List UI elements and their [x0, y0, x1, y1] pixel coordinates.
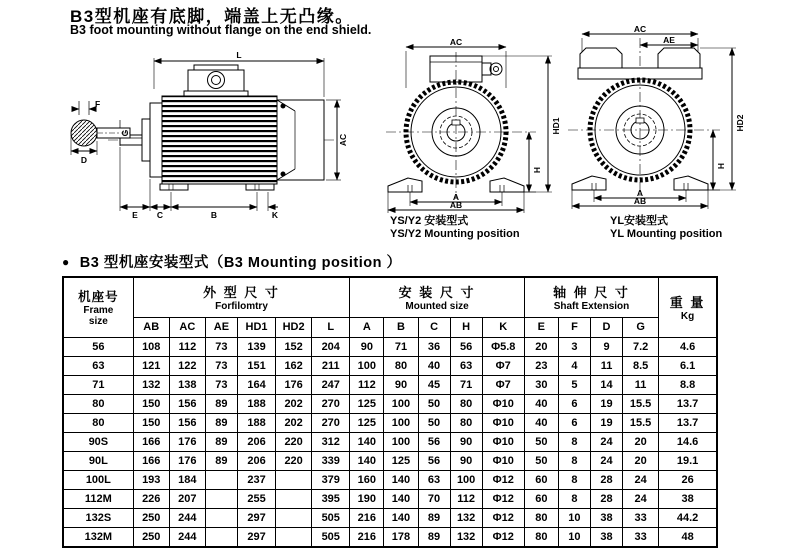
value-cell: 89 [418, 527, 450, 547]
value-cell: 30 [524, 375, 558, 394]
value-cell: 8 [558, 432, 590, 451]
value-cell: 63 [418, 470, 450, 489]
value-cell: 40 [524, 413, 558, 432]
frame-size-cell: 71 [63, 375, 133, 394]
col-header-H: H [450, 317, 482, 337]
value-cell: Φ5.8 [482, 337, 524, 356]
value-cell: 60 [524, 470, 558, 489]
value-cell: 9 [590, 337, 622, 356]
col-header-AE: AE [205, 317, 237, 337]
fan-cover [277, 100, 324, 180]
frame-size-header-en2: size [88, 316, 108, 328]
value-cell: 56 [418, 451, 450, 470]
value-cell: 23 [524, 356, 558, 375]
frame-size-cell: 112M [63, 489, 133, 508]
dim-label-C: C [156, 210, 164, 220]
value-cell: 220 [276, 451, 312, 470]
value-cell: 250 [133, 508, 169, 527]
col-header-L: L [312, 317, 350, 337]
mounted-size-header-en: Mounted size [405, 301, 469, 313]
value-cell: 56 [418, 432, 450, 451]
yl-front-view-diagram [560, 24, 750, 210]
value-cell: 156 [169, 394, 205, 413]
value-cell: Φ12 [482, 489, 524, 508]
value-cell: 5 [558, 375, 590, 394]
frame-size-header-zh: 机座号 [78, 290, 119, 305]
dim-label-HD2: HD2 [735, 114, 745, 132]
value-cell: 19 [590, 413, 622, 432]
value-cell: 8 [558, 489, 590, 508]
value-cell: 36 [418, 337, 450, 356]
dim-label-F: F [95, 99, 101, 109]
value-cell: 140 [384, 508, 418, 527]
value-cell: 45 [418, 375, 450, 394]
col-header-E: E [524, 317, 558, 337]
value-cell [276, 508, 312, 527]
frame-size-cell: 100L [63, 470, 133, 489]
value-cell: 188 [237, 394, 275, 413]
value-cell [276, 527, 312, 547]
value-cell: 152 [276, 337, 312, 356]
value-cell: 24 [590, 432, 622, 451]
value-cell: 80 [450, 394, 482, 413]
frame-size-cell: 63 [63, 356, 133, 375]
value-cell: 164 [237, 375, 275, 394]
ys-caption [390, 215, 520, 240]
value-cell: 26 [659, 470, 717, 489]
value-cell: 15.5 [623, 394, 659, 413]
shaft-section-detail [71, 101, 130, 155]
table-row [63, 394, 717, 413]
value-cell: 80 [524, 508, 558, 527]
value-cell: 20 [524, 337, 558, 356]
value-cell [205, 489, 237, 508]
value-cell: 11 [590, 356, 622, 375]
value-cell: 89 [418, 508, 450, 527]
value-cell: 50 [418, 413, 450, 432]
value-cell: 244 [169, 508, 205, 527]
value-cell: 24 [590, 451, 622, 470]
value-cell: 11 [623, 375, 659, 394]
value-cell: 190 [350, 489, 384, 508]
value-cell: 176 [169, 432, 205, 451]
value-cell: 125 [384, 451, 418, 470]
value-cell: 112 [169, 337, 205, 356]
col-header-F: F [558, 317, 590, 337]
yl-front-lines [568, 34, 736, 209]
dim-label-AB: AB [449, 200, 463, 210]
dim-label-A: A [636, 188, 644, 198]
value-cell: 71 [450, 375, 482, 394]
value-cell: 220 [276, 432, 312, 451]
value-cell: 89 [205, 432, 237, 451]
col-header-B: B [384, 317, 418, 337]
value-cell: 3 [558, 337, 590, 356]
table-row [63, 451, 717, 470]
dim-label-HD1: HD1 [551, 117, 561, 135]
dim-label-AC: AC [449, 37, 463, 47]
mounted-size-group-header [350, 277, 524, 317]
value-cell: 19.1 [659, 451, 717, 470]
value-cell: 395 [312, 489, 350, 508]
dim-label-K: K [271, 210, 279, 220]
value-cell: 140 [350, 432, 384, 451]
value-cell: 108 [133, 337, 169, 356]
value-cell: 10 [558, 527, 590, 547]
value-cell: 125 [350, 413, 384, 432]
table-row [63, 489, 717, 508]
value-cell: 90 [384, 375, 418, 394]
value-cell: 73 [205, 375, 237, 394]
frame-size-header-en1: Frame [83, 305, 114, 317]
value-cell: Φ10 [482, 451, 524, 470]
value-cell: 162 [276, 356, 312, 375]
value-cell: 80 [524, 527, 558, 547]
value-cell [205, 527, 237, 547]
value-cell: 38 [659, 489, 717, 508]
dim-label-AB: AB [633, 196, 647, 206]
value-cell: 90 [450, 432, 482, 451]
col-header-C: C [418, 317, 450, 337]
dim-label-E: E [132, 210, 138, 220]
value-cell: 60 [524, 489, 558, 508]
dimension-table [62, 276, 718, 548]
col-header-D: D [590, 317, 622, 337]
frame-size-cell: 90S [63, 432, 133, 451]
value-cell: 56 [450, 337, 482, 356]
value-cell [276, 470, 312, 489]
value-cell: 38 [590, 508, 622, 527]
value-cell: 6 [558, 394, 590, 413]
value-cell: 206 [237, 451, 275, 470]
value-cell: 50 [524, 451, 558, 470]
value-cell: 8 [558, 451, 590, 470]
value-cell: 244 [169, 527, 205, 547]
value-cell: Φ7 [482, 375, 524, 394]
value-cell: 44.2 [659, 508, 717, 527]
value-cell: 122 [169, 356, 205, 375]
value-cell: 28 [590, 470, 622, 489]
value-cell: 89 [205, 451, 237, 470]
dim-label-H: H [532, 166, 542, 174]
value-cell: 207 [169, 489, 205, 508]
value-cell: 132 [450, 527, 482, 547]
value-cell: 178 [384, 527, 418, 547]
col-header-HD2: HD2 [276, 317, 312, 337]
value-cell: 237 [237, 470, 275, 489]
table-row [63, 527, 717, 547]
side-view-diagram [62, 45, 387, 223]
frame-size-cell: 80 [63, 394, 133, 413]
outline-dims-header-en: Forfilomtry [215, 301, 268, 313]
col-header-K: K [482, 317, 524, 337]
value-cell: 24 [623, 470, 659, 489]
value-cell: 6.1 [659, 356, 717, 375]
value-cell: 100 [450, 470, 482, 489]
value-cell: 270 [312, 394, 350, 413]
value-cell: 80 [384, 356, 418, 375]
ys-y2-front-view-diagram [378, 37, 563, 214]
frame-size-cell: 132S [63, 508, 133, 527]
value-cell: 19 [590, 394, 622, 413]
value-cell: 14.6 [659, 432, 717, 451]
value-cell: 40 [524, 394, 558, 413]
value-cell: 28 [590, 489, 622, 508]
value-cell: 10 [558, 508, 590, 527]
value-cell: 188 [237, 413, 275, 432]
dim-label-H: H [716, 162, 726, 170]
mounted-size-header-zh: 安 装 尺 寸 [398, 285, 476, 301]
value-cell: 379 [312, 470, 350, 489]
value-cell: 166 [133, 451, 169, 470]
value-cell: 100 [384, 413, 418, 432]
table-row [63, 432, 717, 451]
col-header-HD1: HD1 [237, 317, 275, 337]
value-cell: 100 [384, 394, 418, 413]
table-row [63, 508, 717, 527]
value-cell: 7.2 [623, 337, 659, 356]
table-row [63, 337, 717, 356]
col-header-A: A [350, 317, 384, 337]
value-cell: 226 [133, 489, 169, 508]
value-cell: 89 [205, 413, 237, 432]
value-cell: Φ7 [482, 356, 524, 375]
dim-label-B: B [210, 210, 218, 220]
value-cell: 139 [237, 337, 275, 356]
value-cell: 90 [450, 451, 482, 470]
weight-header-zh: 重 量 [669, 295, 706, 311]
value-cell: 204 [312, 337, 350, 356]
value-cell: 100 [384, 432, 418, 451]
value-cell: 140 [350, 451, 384, 470]
value-cell: 150 [133, 413, 169, 432]
value-cell [276, 489, 312, 508]
yl-caption-zh: YL安装型式 [610, 215, 669, 227]
page-title-chinese: B3型机座有底脚，端盖上无凸缘。 [70, 7, 354, 26]
value-cell: 71 [384, 337, 418, 356]
value-cell: 150 [133, 394, 169, 413]
shaft-extension-header-zh: 轴 伸 尺 寸 [553, 285, 630, 301]
value-cell: 339 [312, 451, 350, 470]
value-cell: 6 [558, 413, 590, 432]
value-cell: 89 [205, 394, 237, 413]
value-cell: 38 [590, 527, 622, 547]
value-cell: 73 [205, 337, 237, 356]
value-cell: 90 [350, 337, 384, 356]
dim-label-AE: AE [663, 35, 675, 45]
terminal-box [184, 65, 248, 96]
frame-size-cell: 132M [63, 527, 133, 547]
value-cell: 70 [418, 489, 450, 508]
value-cell: Φ10 [482, 413, 524, 432]
dim-label-AC: AC [338, 133, 348, 147]
dim-label-L: L [236, 50, 242, 60]
value-cell: 216 [350, 508, 384, 527]
value-cell: Φ12 [482, 527, 524, 547]
value-cell: 112 [350, 375, 384, 394]
ys-caption-en: YS/Y2 Mounting position [390, 227, 520, 240]
bullet-icon: ● [62, 255, 70, 269]
value-cell: 15.5 [623, 413, 659, 432]
value-cell: 255 [237, 489, 275, 508]
dim-label-A: A [452, 192, 460, 202]
value-cell: 505 [312, 527, 350, 547]
table-row [63, 413, 717, 432]
frame-size-cell: 90L [63, 451, 133, 470]
value-cell: 40 [418, 356, 450, 375]
yl-caption [610, 215, 722, 240]
weight-header [659, 277, 717, 337]
value-cell: 4 [558, 356, 590, 375]
page-title-english: B3 foot mounting without flange on the end shield. [70, 23, 372, 37]
frame-size-cell: 56 [63, 337, 133, 356]
value-cell: 20 [623, 432, 659, 451]
value-cell: 138 [169, 375, 205, 394]
shaft-extension-group-header [524, 277, 658, 317]
value-cell: 184 [169, 470, 205, 489]
value-cell: 8.8 [659, 375, 717, 394]
value-cell: 50 [418, 394, 450, 413]
motor-body-fins [162, 96, 277, 184]
value-cell: 112 [450, 489, 482, 508]
value-cell: 176 [276, 375, 312, 394]
value-cell: 13.7 [659, 413, 717, 432]
value-cell: 297 [237, 508, 275, 527]
weight-header-en: Kg [680, 311, 695, 323]
yl-caption-en: YL Mounting position [610, 227, 723, 240]
value-cell: 297 [237, 527, 275, 547]
outline-dims-group-header [133, 277, 350, 317]
value-cell: 14 [590, 375, 622, 394]
terminal-box [430, 56, 502, 82]
value-cell: 216 [350, 527, 384, 547]
value-cell: 202 [276, 394, 312, 413]
value-cell: 156 [169, 413, 205, 432]
value-cell: 48 [659, 527, 717, 547]
value-cell: 160 [350, 470, 384, 489]
value-cell [205, 508, 237, 527]
dim-label-G: G [120, 129, 130, 137]
value-cell: 247 [312, 375, 350, 394]
value-cell: 8 [558, 470, 590, 489]
value-cell: 166 [133, 432, 169, 451]
value-cell: 140 [384, 489, 418, 508]
shaft-extension-header-en: Shaft Extension [553, 301, 630, 313]
value-cell: 132 [450, 508, 482, 527]
frame-size-header [63, 277, 133, 337]
value-cell: 206 [237, 432, 275, 451]
value-cell: 151 [237, 356, 275, 375]
section-heading-text: B3 型机座安装型式（B3 Mounting position ） [79, 255, 402, 271]
value-cell: 121 [133, 356, 169, 375]
value-cell: 13.7 [659, 394, 717, 413]
value-cell: 80 [450, 413, 482, 432]
col-header-AC: AC [169, 317, 205, 337]
ys-front-lines [386, 47, 552, 213]
value-cell: 125 [350, 394, 384, 413]
ys-caption-zh: YS/Y2 安装型式 [390, 215, 469, 227]
col-header-AB: AB [133, 317, 169, 337]
section-heading [62, 251, 402, 272]
value-cell: 8.5 [623, 356, 659, 375]
table-body [63, 337, 717, 547]
table-row [63, 375, 717, 394]
dim-label-D: D [80, 155, 88, 165]
value-cell: 20 [623, 451, 659, 470]
value-cell: 505 [312, 508, 350, 527]
value-cell: 4.6 [659, 337, 717, 356]
value-cell: 24 [623, 489, 659, 508]
value-cell: 100 [350, 356, 384, 375]
value-cell: Φ12 [482, 470, 524, 489]
value-cell: 193 [133, 470, 169, 489]
value-cell: 63 [450, 356, 482, 375]
value-cell: 73 [205, 356, 237, 375]
value-cell: 132 [133, 375, 169, 394]
frame-size-cell: 80 [63, 413, 133, 432]
value-cell: 140 [384, 470, 418, 489]
value-cell: Φ10 [482, 394, 524, 413]
value-cell: 33 [623, 527, 659, 547]
value-cell: 250 [133, 527, 169, 547]
dim-label-AC: AC [633, 24, 647, 34]
value-cell: 176 [169, 451, 205, 470]
col-header-G: G [623, 317, 659, 337]
value-cell: 50 [524, 432, 558, 451]
value-cell: 211 [312, 356, 350, 375]
value-cell [205, 470, 237, 489]
value-cell: 312 [312, 432, 350, 451]
value-cell: Φ10 [482, 432, 524, 451]
value-cell: 202 [276, 413, 312, 432]
table-row [63, 356, 717, 375]
value-cell: 270 [312, 413, 350, 432]
outline-dims-header-zh: 外 型 尺 寸 [203, 285, 280, 301]
side-view-lines [71, 58, 341, 211]
value-cell: Φ12 [482, 508, 524, 527]
value-cell: 33 [623, 508, 659, 527]
table-row [63, 470, 717, 489]
